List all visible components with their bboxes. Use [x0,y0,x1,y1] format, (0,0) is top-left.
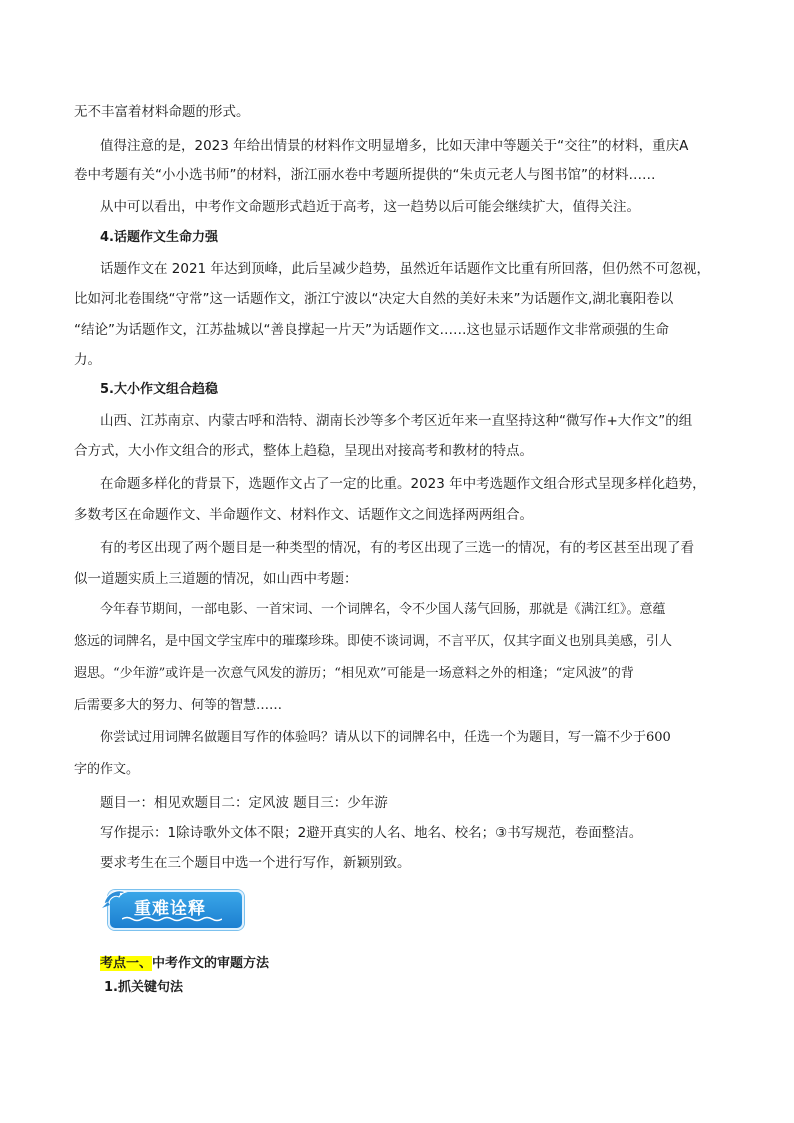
paragraph-choice-line1: 在命题多样化的背景下，选题作文占了一定的比重。2023 年中考选题作文组合形式呈现多样化趋势， [100,476,706,492]
quote-line1: 今年春节期间，一部电影、一首宋词、一个词牌名，令不少国人荡气回肠，那就是《满江红》。意蕴 [74,602,666,617]
subsection-heading: 1.抓关键句法 [104,980,183,995]
quote-line3: 遐思。“少年游”或许是一次意气风发的游历；“相见欢”可能是一场意料之外的相逢；“定风波”的背 [74,666,634,681]
paragraph-topic-line1: 话题作文在 2021 年达到顶峰，此后呈减少趋势，虽然近年话题作文比重有所回落，但仍然不可忽视， [100,261,710,277]
badge-label: 重难诠释 [134,899,206,919]
dolphin-icon [100,886,130,912]
paragraph-topic-line4: 力。 [74,352,101,368]
paragraph-case-line2: 似一道题实质上三道题的情况，如山西中考题： [74,571,358,587]
paragraph-topic-line2: 比如河北卷围绕“守常”这一话题作文，浙江宁波以“决定大自然的美好未来”为话题作文,湖北襄阳卷以 [74,291,674,307]
paragraph-scenario-line2: 卷中考题有关“小小选书师”的材料，浙江丽水卷中考题所提供的“朱贞元老人与图书馆”的材料…… [74,167,656,183]
paragraph-scenario-line1: 值得注意的是，2023 年给出情景的材料作文明显增多，比如天津中等题关于“交往”的材料，重庆A [100,138,689,154]
paragraph-trend: 从中可以看出，中考作文命题形式趋近于高考，这一趋势以后可能会继续扩大，值得关注。 [100,199,640,215]
section-title: 中考作文的审题方法 [152,956,270,971]
topic-list: 题目一：相见欢题目二：定风波 题目三：少年游 [100,795,388,811]
section-label: 考点一、 [100,956,153,971]
heading-topic-essay: 4.话题作文生命力强 [100,230,218,245]
section-heading [100,952,269,976]
paragraph-combo-line2: 合方式，大小作文组合的形式，整体上趋稳，呈现出对接高考和教材的特点。 [74,443,533,459]
paragraph-combo-line1: 山西、江苏南京、内蒙古呼和浩特、湖南长沙等多个考区近年来一直坚持这种“微写作+大作文”的组 [100,413,693,429]
writing-tips: 写作提示：1除诗歌外文体不限；2避开真实的人名、地名、校名；③书写规范，卷面整洁。 [100,825,643,841]
wave-decoration-icon [122,916,222,922]
section-badge [100,886,242,930]
quote-line2: 悠远的词牌名，是中国文学宝库中的璀璨珍珠。即使不谈词调，不言平仄，仅其字面义也别具美感，引人 [74,634,673,649]
paragraph-choice-line2: 多数考区在命题作文、半命题作文、材料作文、话题作文之间选择两两组合。 [74,507,533,523]
paragraph-topic-line3: “结论”为话题作文，江苏盐城以“善良撑起一片天”为话题作文……这也显示话题作文非常顽强的生命 [74,322,669,338]
heading-combo-essay: 5.大小作文组合趋稳 [100,382,218,397]
writing-requirement: 要求考生在三个题目中选一个进行写作，新颖别致。 [100,855,411,871]
paragraph-intro-end: 无不丰富着材料命题的形式。 [74,104,250,120]
quote-line6: 字的作文。 [74,762,140,777]
quote-line5: 你尝试过用词牌名做题目写作的体验吗？请从以下的词牌名中，任选一个为题目，写一篇不少于600 [74,730,671,745]
paragraph-case-line1: 有的考区出现了两个题目是一种类型的情况，有的考区出现了三选一的情况，有的考区甚至出现了看 [100,540,694,556]
quote-line4: 后需要多大的努力、何等的智慧…… [74,698,283,713]
